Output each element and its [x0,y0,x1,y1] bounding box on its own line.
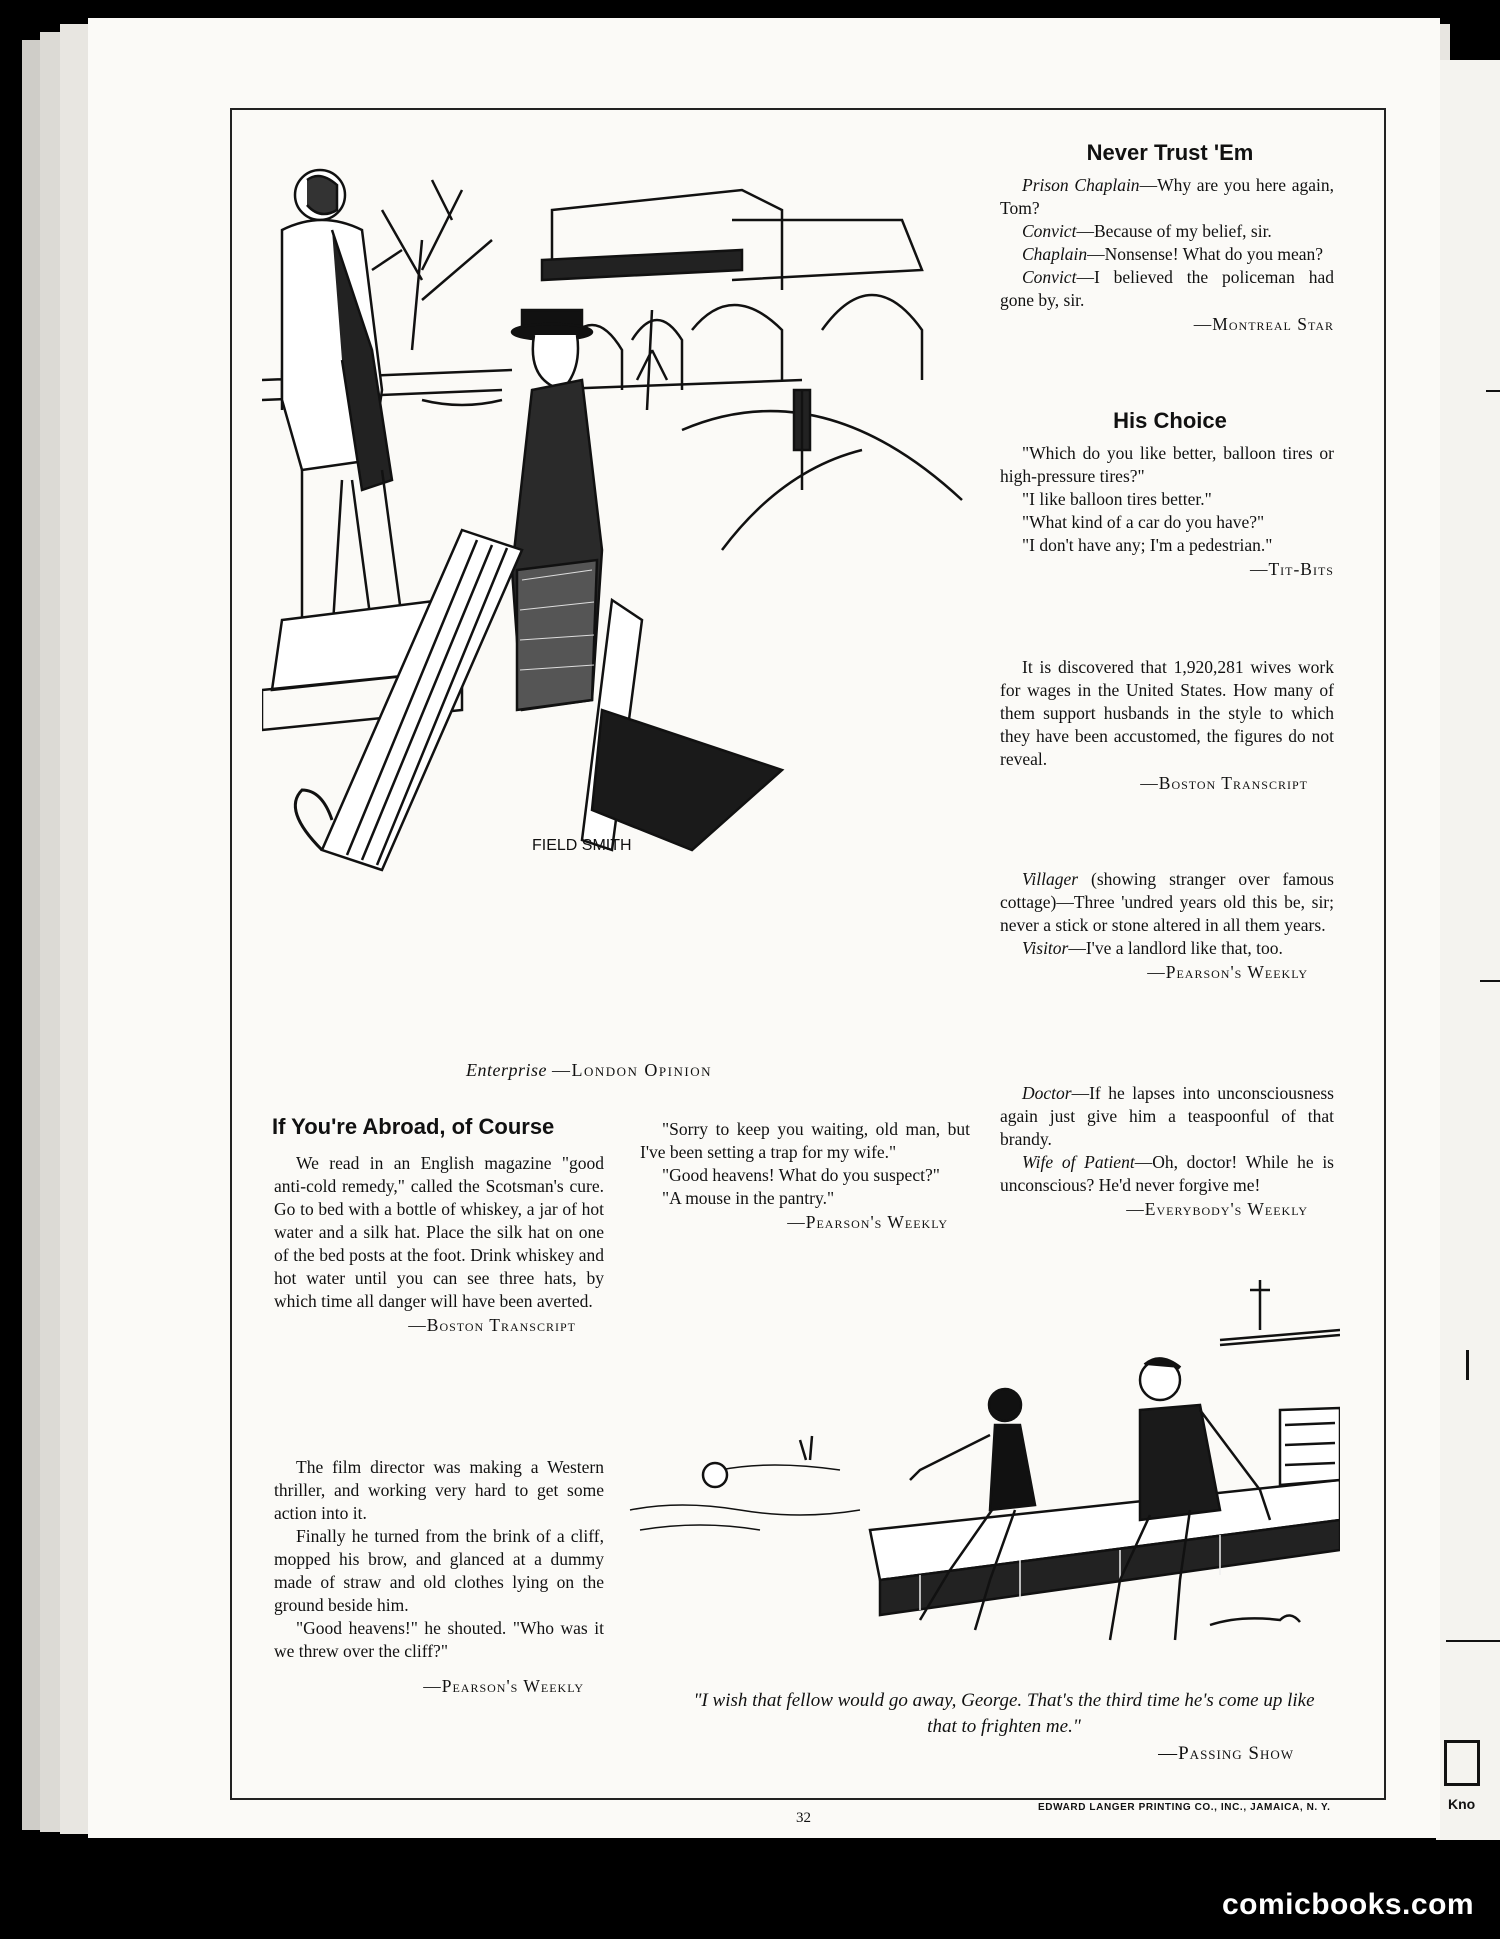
caption-source: —London Opinion [552,1060,712,1080]
source-pearsons-weekly: —Pearson's Weekly [423,1676,584,1696]
source-boston-transcript: —Boston Transcript [1140,773,1308,793]
top-illustration-caption [466,1060,712,1081]
article-if-youre-abroad: We read in an English magazine "good anti-cold remedy," called the Scotsman's cure. Go to bed with a bottle of whiskey, a jar of hot water and a silk hat. Place the silk hat on one of the bed posts at the foot. Drink whiskey and hot water until you can see three hats, by which time all danger will have been averted. —Boston Transcript [274,1153,604,1335]
page-number: 32 [796,1810,811,1826]
printer-credit: EDWARD LANGER PRINTING CO., INC., JAMAICA, N. Y. [1038,1802,1331,1813]
caption-quote: "I wish that fellow would go away, George. That's the third time he's come up like that to frighten me." [693,1690,1315,1737]
facing-page-text: Kno [1448,1796,1476,1812]
article-never-trust-em: Prison Chaplain—Why are you here again, Tom? Convict—Because of my belief, sir. Chaplain—Nonsense! What do you mean? Convict—I believed the policeman had gone by, sir. —Montreal Star [1000,175,1335,334]
source-pearsons-weekly: —Pearson's Weekly [1147,962,1308,982]
caption-source: —Passing Show [1158,1743,1294,1764]
source-pearsons-weekly: —Pearson's Weekly [787,1212,948,1232]
article-his-choice: "Which do you like better, balloon tires or high-pressure tires?" "I like balloon tires better." "What kind of a car do you have?" "I don't have any; I'm a pedestrian." —Tit-Bits [1000,443,1334,579]
source-montreal-star: —Montreal Star [1193,314,1334,334]
heading-if-youre-abroad: If You're Abroad, of Course [272,1114,555,1139]
article-villager: Villager (showing stranger over famous cottage)—Three 'undred years old this be, sir; never a stick or stone altered in all them years. Visitor—I've a landlord like that, too. —Pearson's Weekly [1000,869,1334,982]
article-wives-work: It is discovered that 1,920,281 wives work for wages in the United States. How many of them support husbands in the style to which they have been accustomed, the figures do not reveal. —Boston Transcript [1000,657,1334,793]
bottom-illustration-caption [684,1688,1324,1767]
heading-never-trust-em: Never Trust 'Em [1086,140,1254,165]
caption-title: Enterprise [466,1060,547,1080]
source-everybodys-weekly: —Everybody's Weekly [1126,1199,1308,1219]
article-doctor: Doctor—If he lapses into unconsciousness again just give him a teaspoonful of that brandy. Wife of Patient—Oh, doctor! While he is unconscious? He'd never forgive me! —Everybody's Weekly [1000,1083,1334,1219]
illustration-signature: FIELD SMITH [532,837,632,854]
facing-page [1430,60,1500,1840]
source-boston-transcript: —Boston Transcript [408,1315,576,1335]
article-setting-a-trap: "Sorry to keep you waiting, old man, but I've been setting a trap for my wife." "Good heavens! What do you suspect?" "A mouse in the pantry." —Pearson's Weekly [640,1119,970,1232]
illustration-statue-scene [262,150,982,1050]
watermark: comicbooks.com [1222,1888,1475,1921]
source-tit-bits: —Tit-Bits [1249,559,1334,579]
article-film-director: The film director was making a Western thriller, and working very hard to get some action into it. Finally he turned from the brink of a cliff, mopped his brow, and glanced at a dummy made of straw and old clothes lying on the ground beside him. "Good heavens!" he shouted. "Who was it we threw over the cliff?" —Pearson's Weekly [274,1457,604,1696]
heading-his-choice: His Choice [1113,408,1227,433]
illustration-swimmers-pier [620,1260,1340,1680]
